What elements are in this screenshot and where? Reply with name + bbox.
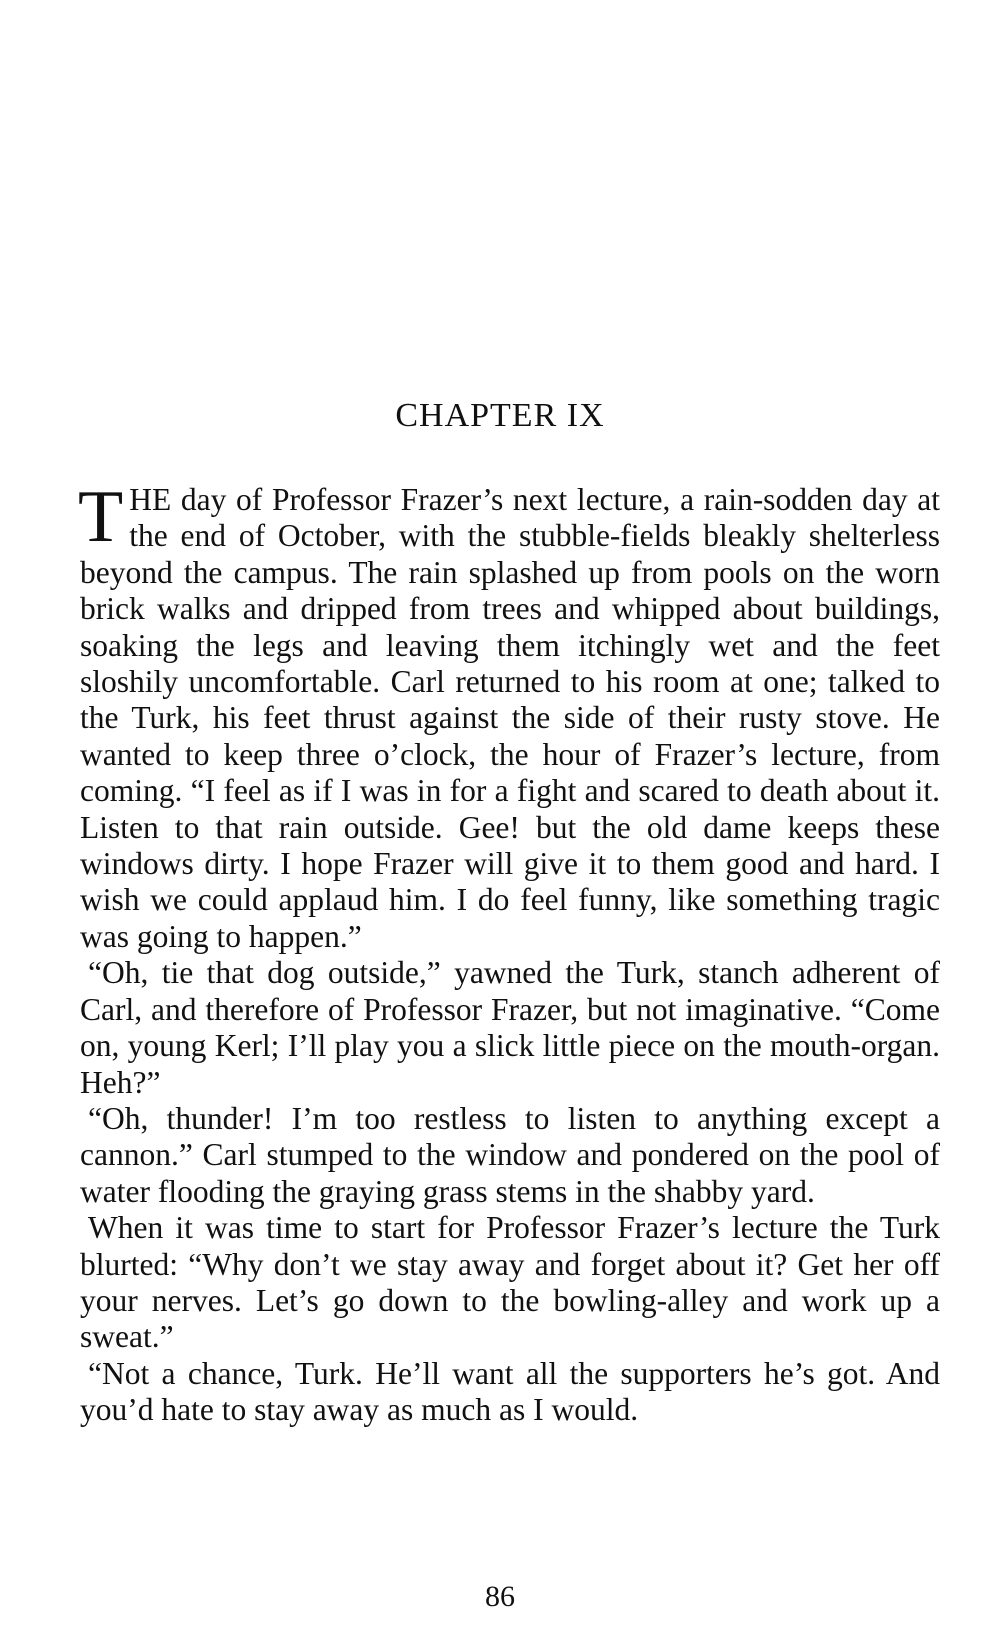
paragraph-1 — [78, 476, 940, 955]
paragraph-3: “Oh, thunder! I’m too restless to listen to anything except a cannon.” Carl stumped to the window and pondered on the pool of water flooding the graying grass stems in the shabby yard. — [80, 1100, 940, 1209]
paragraph-2: “Oh, tie that dog outside,” yawned the Turk, stanch adherent of Carl, and therefore of Professor Frazer, but not imaginative. “Come on, young Kerl; I’ll play you a slick little piece on the mouth-organ. Heh?” — [80, 955, 940, 1100]
page-number: 86 — [485, 1580, 515, 1613]
chapter-body — [78, 476, 940, 1429]
paragraph-5: “Not a chance, Turk. He’ll want all the supporters he’s got. And you’d hate to stay away as much as I would. — [80, 1355, 940, 1428]
drop-cap: T — [78, 476, 124, 558]
chapter-title: CHAPTER IX — [395, 397, 605, 434]
paragraph-1-text: HE day of Professor Frazer’s next lecture, a rain-sodden day at the end of October, with the stubble-fields bleakly shelterless beyond the campus. The rain splashed up from pools on the worn brick walks and dripped from trees and whipped about buildings, soaking the legs and leaving them itchingly wet and the feet sloshily uncomfortable. Carl returned to his room at one; talked to the Turk, his feet thrust against the side of their rusty stove. He wanted to keep three o’clock, the hour of Frazer’s lecture, from coming. “I feel as if I was in for a fight and scared to death about it. Listen to that rain outside. Gee! but the old dame keeps these windows dirty. I hope Frazer will give it to them good and hard. I wish we could applaud him. I do feel funny, like something tragic was going to happen.” — [80, 482, 940, 954]
paragraph-4: When it was time to start for Professor Frazer’s lecture the Turk blurted: “Why don’t we stay away and forget about it? Get her off your nerves. Let’s go down to the bowling-alley and work up a sweat.” — [80, 1210, 940, 1355]
